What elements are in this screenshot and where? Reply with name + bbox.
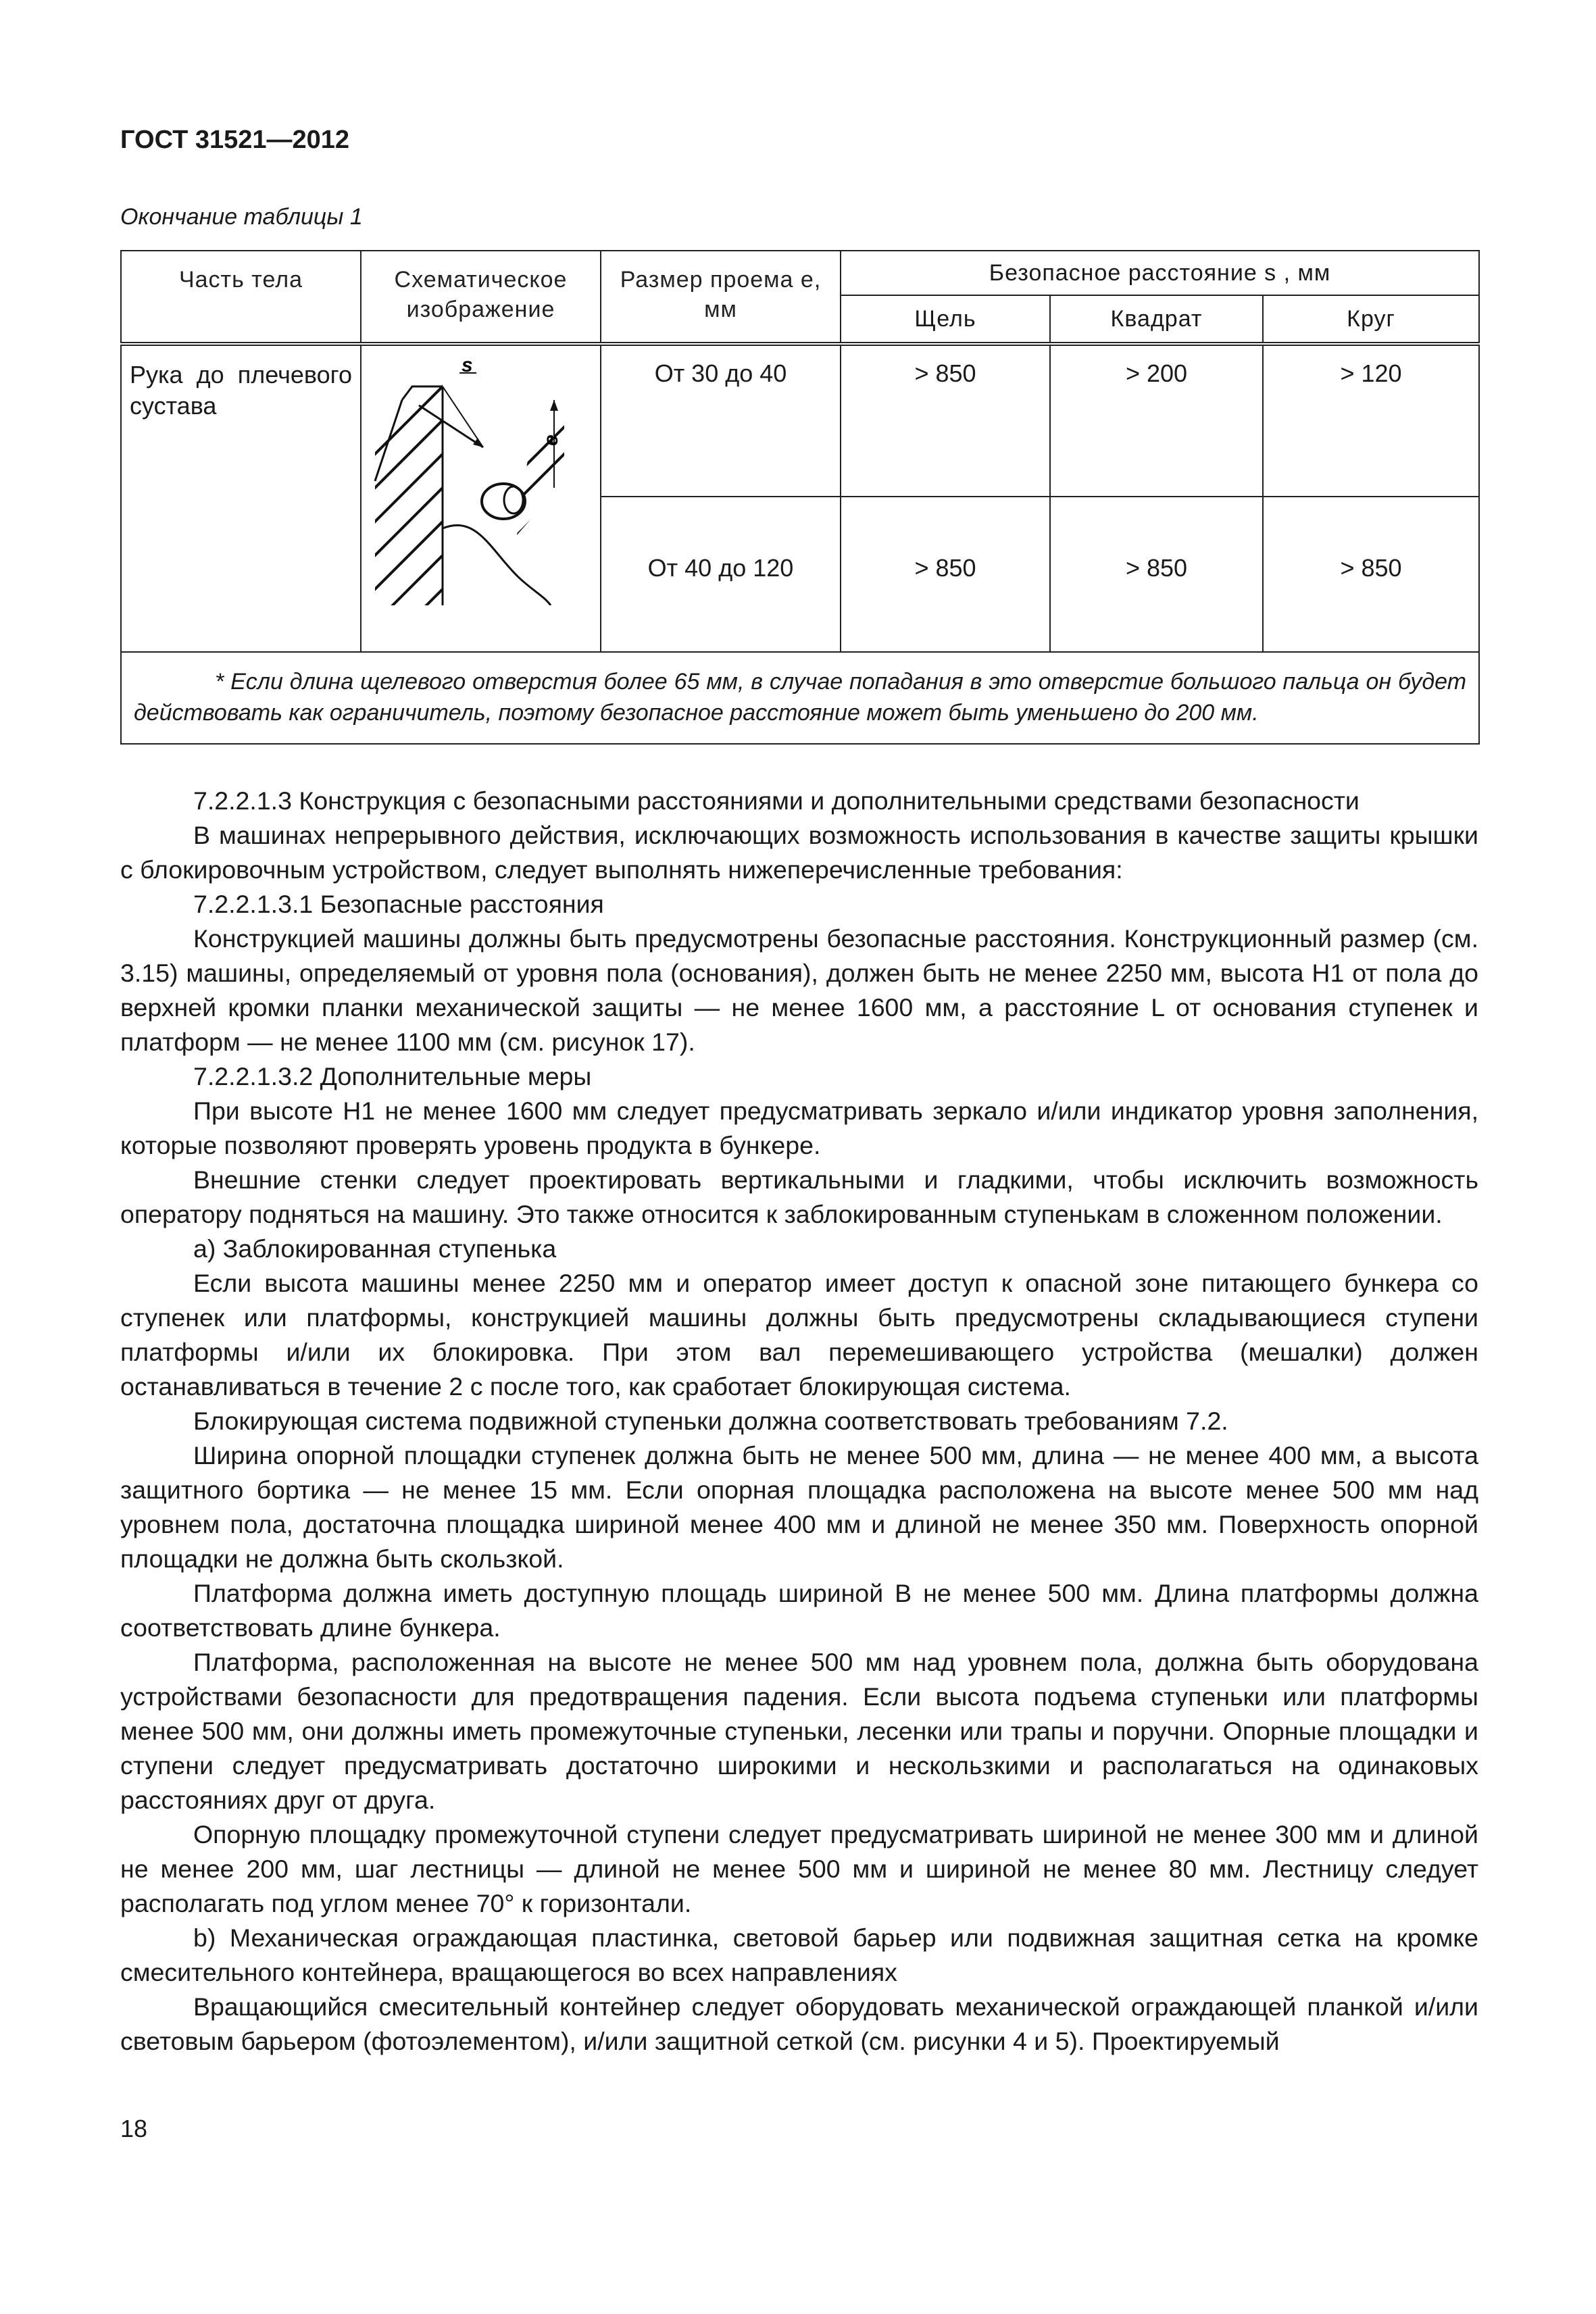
header-square: Квадрат <box>1050 295 1263 344</box>
paragraph: 7.2.2.1.3.1 Безопасные расстояния <box>193 890 604 918</box>
header-slot: Щель <box>841 295 1050 344</box>
label-e: e <box>540 434 562 446</box>
page-number: 18 <box>120 2115 148 2142</box>
circle-cell: > 850 <box>1263 497 1479 652</box>
paragraph: Платформа, расположенная на высоте не менее 500 мм над уровнем пола, должна быть оборудована устройствами безопасности для предотвращения падения. Если высота подъема ступеньки или платформы менее 500 мм, они должны иметь промежуточные ступеньки, лесенки или трапы и поручни. Опорные площадки и ступени следует предусматривать достаточно широкими и нескользкими и располагаться на одинаковых расстояниях друг от друга. <box>120 1648 1478 1814</box>
paragraph: Вращающийся смесительный контейнер следует оборудовать механической ограждающей планкой и/или световым барьером (фотоэлементом), и/или защитной сеткой (см. рисунки 4 и 5). Проектируемый <box>120 1992 1478 2055</box>
arm-reach-diagram <box>361 346 601 605</box>
body-text <box>120 784 1478 2059</box>
header-opening-size: Размер проема e, мм <box>601 251 841 344</box>
header-safe-distance: Безопасное расстояние s , мм <box>841 251 1479 295</box>
table-caption: Окончание таблицы 1 <box>120 204 363 230</box>
paragraph: b) Механическая ограждающая пластинка, световой барьер или подвижная защитная сетка на кромке смесительного контейнера, вращающегося во всех направлениях <box>120 1923 1478 1986</box>
slot-cell: > 850 <box>841 497 1050 652</box>
footnote-text: * Если длина щелевого отверстия более 65 мм, в случае попадания в это отверстие большого пальца он будет действовать как ограничитель, поэтому безопасное расстояние может быть уменьшено до 200 мм. <box>134 669 1467 726</box>
paragraph: Если высота машины менее 2250 мм и оператор имеет доступ к опасной зоне питающего бункера со ступенек или платформы, конструкцией машины должны быть предусмотрены складывающиеся ступени платформы и/или их блокировка. При этом вал перемешивающего устройства (мешалки) должен останавливаться в течение 2 с после того, как сработает блокирующая система. <box>120 1269 1478 1401</box>
circle-cell: > 120 <box>1263 344 1479 497</box>
schematic-cell <box>361 344 601 652</box>
table-footnote-row <box>121 652 1479 744</box>
table-row <box>121 344 1479 497</box>
paragraph: Конструкцией машины должны быть предусмотрены безопасные расстояния. Конструкционный размер (см. 3.15) машины, определяемый от уровня пола (основания), должен быть не менее 2250 мм, высота H1 от пола до верхней кромки планки механической защиты — не менее 1600 мм, а расстояние L от основания ступенек и платформ — не менее 1100 мм (см. рисунок 17). <box>120 924 1478 1056</box>
paragraph: Внешние стенки следует проектировать вертикальными и гладкими, чтобы исключить возможность оператору подняться на машину. Это также относится к заблокированным ступенькам в сложенном положении. <box>120 1165 1478 1228</box>
paragraph: Блокирующая система подвижной ступеньки должна соответствовать требованиям 7.2. <box>193 1407 1228 1435</box>
header-circle: Круг <box>1263 295 1479 344</box>
paragraph: 7.2.2.1.3 Конструкция с безопасными расстояниями и дополнительными средствами безопасности <box>193 786 1360 815</box>
paragraph: Опорную площадку промежуточной ступени следует предусматривать шириной не менее 300 мм и длиной не менее 200 мм, шаг лестницы — длиной не менее 500 мм и шириной не менее 80 мм. Лестницу следует располагать под углом менее 70° к горизонтали. <box>120 1820 1478 1917</box>
header-schematic: Схематическое изображение <box>361 251 601 344</box>
label-s: s <box>462 354 473 376</box>
body-part-cell: Рука до плечевого сустава <box>121 344 361 652</box>
table-footnote <box>121 652 1479 744</box>
square-cell: > 850 <box>1050 497 1263 652</box>
header-body-part: Часть тела <box>121 251 361 344</box>
slot-cell: > 850 <box>841 344 1050 497</box>
paragraph: 7.2.2.1.3.2 Дополнительные меры <box>193 1062 592 1090</box>
document-header: ГОСТ 31521—2012 <box>120 126 350 154</box>
paragraph: В машинах непрерывного действия, исключающих возможность использования в качестве защиты крышки с блокировочным устройством, следует выполнять нижеперечисленные требования: <box>120 821 1478 884</box>
square-cell: > 200 <box>1050 344 1263 497</box>
paragraph: a) Заблокированная ступенька <box>193 1234 557 1263</box>
safety-distance-table <box>120 250 1480 745</box>
paragraph: Ширина опорной площадки ступенек должна быть не менее 500 мм, длина — не менее 400 мм, а высота защитного бортика — не менее 15 мм. Если опорная площадка расположена на высоте менее 500 мм над уровнем пола, достаточна площадка шириной менее 400 мм и длиной не менее 350 мм. Поверхность опорной площадки не должна быть скользкой. <box>120 1441 1478 1573</box>
size-cell: От 30 до 40 <box>601 344 841 497</box>
paragraph: Платформа должна иметь доступную площадь шириной B не менее 500 мм. Длина платформы должна соответствовать длине бункера. <box>120 1579 1478 1642</box>
size-cell: От 40 до 120 <box>601 497 841 652</box>
paragraph: При высоте H1 не менее 1600 мм следует предусматривать зеркало и/или индикатор уровня заполнения, которые позволяют проверять уровень продукта в бункере. <box>120 1097 1478 1159</box>
